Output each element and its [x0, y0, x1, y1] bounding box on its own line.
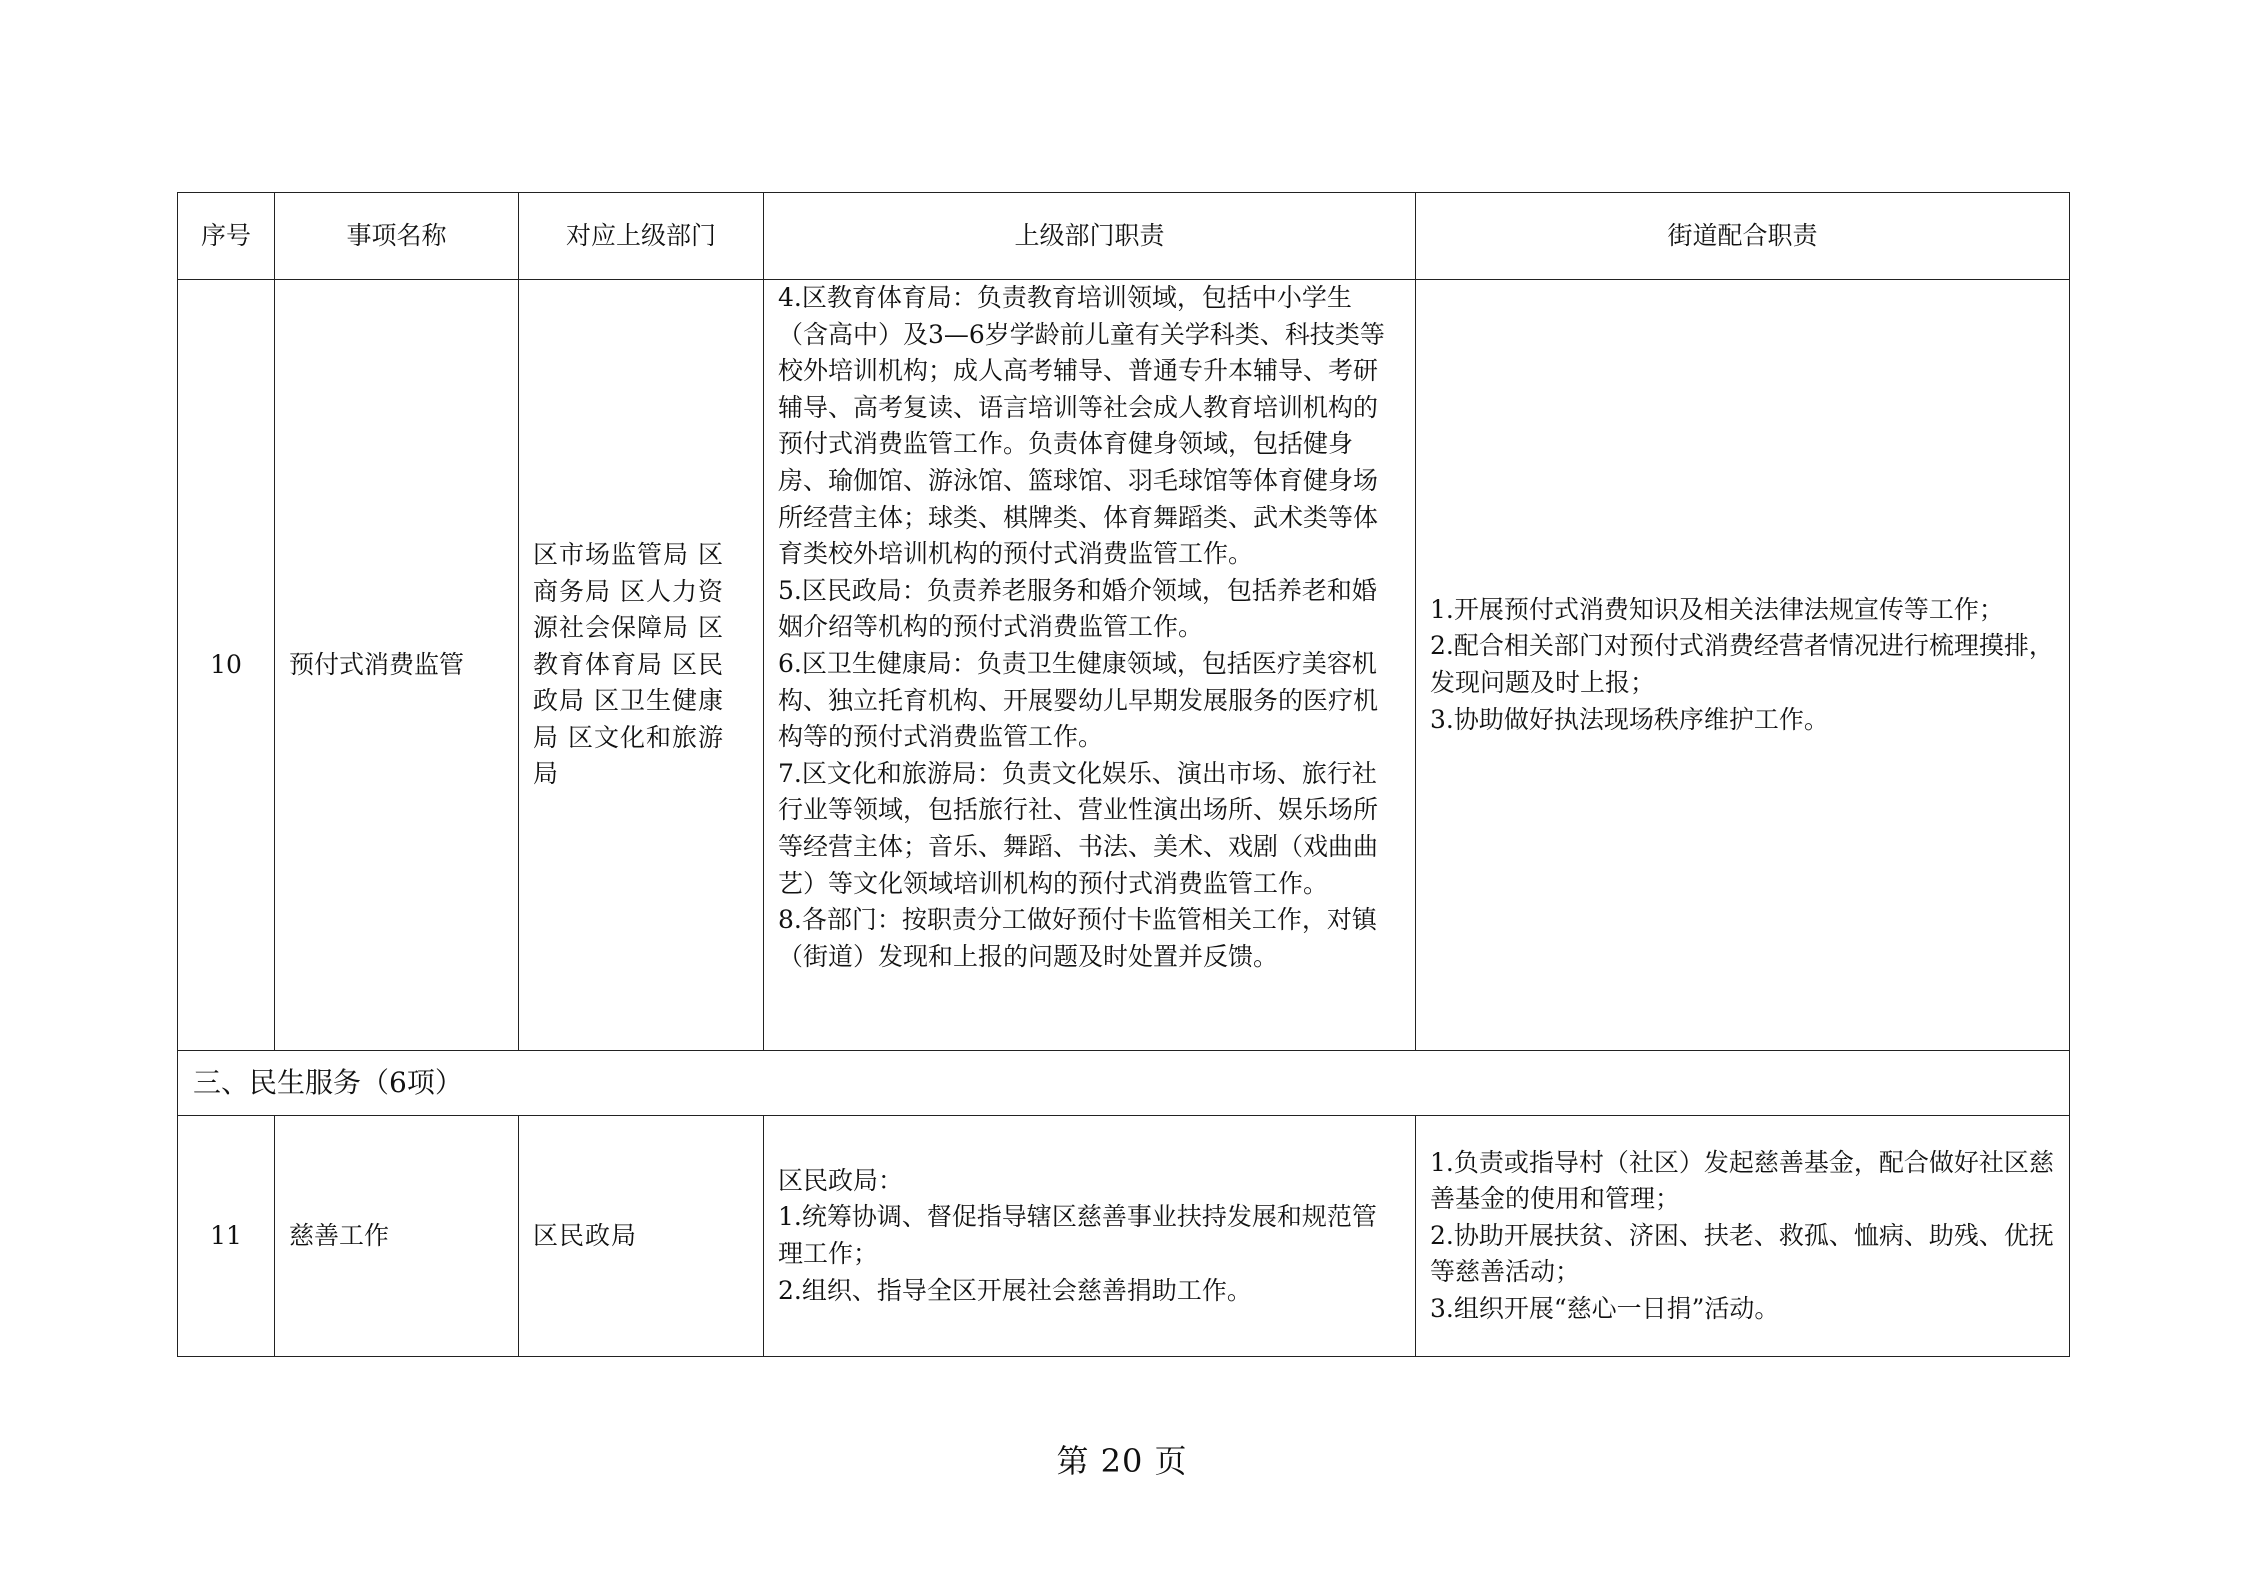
header-item-name: 事项名称 [275, 193, 519, 280]
duty-paragraph: 2.组织、指导全区开展社会慈善捐助工作。 [778, 1275, 1252, 1305]
header-superior-dept: 对应上级部门 [519, 193, 764, 280]
row-seq: 11 [178, 1116, 275, 1357]
header-seq: 序号 [178, 193, 275, 280]
duty-paragraph: 6.区卫生健康局：负责卫生健康领域，包括医疗美容机构、独立托育机构、开展婴幼儿早期发展服务的医疗机构等的预付式消费监管工作。 [778, 648, 1379, 752]
section-title: 三、民生服务（6项） [178, 1051, 2070, 1116]
table-row [178, 1116, 2070, 1357]
header-superior-duty: 上级部门职责 [764, 193, 1416, 280]
row-street-duty [1416, 280, 2070, 1051]
row-superior-dept: 区民政局 [519, 1116, 764, 1357]
row-superior-duty [764, 1116, 1416, 1357]
header-street-duty: 街道配合职责 [1416, 193, 2070, 280]
coop-paragraph: 2.协助开展扶贫、济困、扶老、救孤、恤病、助残、优抚等慈善活动； [1430, 1220, 2054, 1287]
coop-paragraph: 1.负责或指导村（社区）发起慈善基金，配合做好社区慈善基金的使用和管理； [1430, 1147, 2054, 1214]
row-item-name: 预付式消费监管 [275, 280, 519, 1051]
coop-paragraph: 1.开展预付式消费知识及相关法律法规宣传等工作； [1430, 594, 2004, 624]
coop-paragraph: 2.配合相关部门对预付式消费经营者情况进行梳理摸排，发现问题及时上报； [1430, 631, 2054, 697]
duty-paragraph: 7.区文化和旅游局：负责文化娱乐、演出市场、旅行社行业等领域，包括旅行社、营业性演出场所、娱乐场所等经营主体；音乐、舞蹈、书法、美术、戏剧（戏曲曲艺）等文化领域培训机构的预付式消费监管工作。 [778, 758, 1379, 898]
row-superior-dept: 区市场监管局 区商务局 区人力资源社会保障局 区教育体育局 区民政局 区卫生健康局 区文化和旅游局 [519, 280, 764, 1051]
row-street-duty [1416, 1116, 2070, 1357]
duty-paragraph: 1.统筹协调、督促指导辖区慈善事业扶持发展和规范管理工作； [778, 1202, 1377, 1268]
duty-paragraph: 8.各部门：按职责分工做好预付卡监管相关工作，对镇（街道）发现和上报的问题及时处置并反馈。 [778, 905, 1377, 971]
responsibility-table [177, 192, 2070, 1357]
duty-paragraph: 区民政局： [778, 1165, 904, 1195]
row-item-name: 慈善工作 [275, 1116, 519, 1357]
row-seq: 10 [178, 280, 275, 1051]
table-header-row [178, 193, 2070, 280]
coop-paragraph: 3.组织开展“慈心一日捐”活动。 [1430, 1293, 1780, 1323]
coop-paragraph: 3.协助做好执法现场秩序维护工作。 [1430, 704, 1829, 734]
duty-paragraph: 5.区民政局：负责养老服务和婚介领域，包括养老和婚姻介绍等机构的预付式消费监管工作。 [778, 575, 1377, 642]
table-row [178, 280, 2070, 1051]
duty-paragraph: 4.区教育体育局：负责教育培训领域，包括中小学生（含高中）及3—6岁学龄前儿童有关学科类、科技类等校外培训机构；成人高考辅导、普通专升本辅导、考研辅导、高考复读、语言培训等社会成人教育培训机构的预付式消费监管工作。负责体育健身领域，包括健身房、瑜伽馆、游泳馆、篮球馆、羽毛球馆等体育健身场所经营主体；球类、棋牌类、体育舞蹈类、武术类等体育类校外培训机构的预付式消费监管工作。 [778, 283, 1385, 569]
section-header-row [178, 1051, 2070, 1116]
page-number: 第 20 页 [1056, 1442, 1188, 1480]
row-superior-duty [764, 280, 1416, 1051]
